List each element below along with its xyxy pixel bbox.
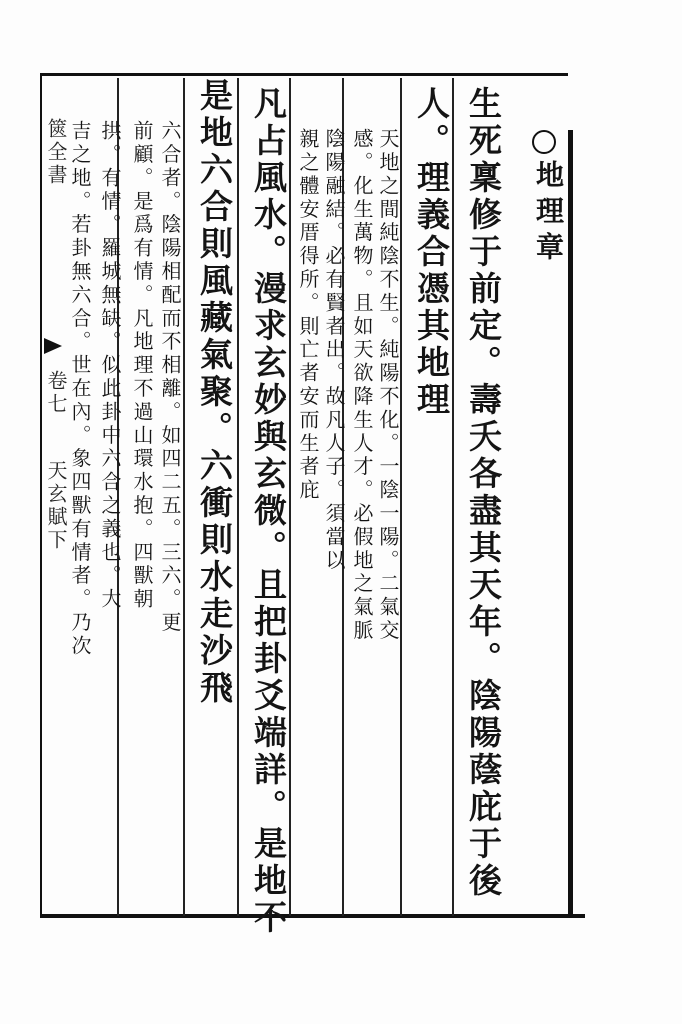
annotation-column-7: 拱。有情。羅城無缺。似此卦中六合之義也。大 [98, 120, 122, 612]
margin-fragment-chapter: 天玄賦下 [44, 460, 68, 552]
text-column-2: 人。理義合憑其地理 [412, 86, 451, 419]
annotation-column-6: 前顧。是爲有情。凡地理不過山環水抱。四獸朝 [130, 120, 154, 612]
margin-fragment-volume: 卷七 [44, 370, 68, 416]
annotation-column-1: 天地之間純陰不生。純陽不化。一陰一陽。二氣交 [376, 128, 400, 643]
fishtail-mark-icon [44, 338, 62, 354]
text-column-3: 凡占風水。漫求玄妙與玄微。且把卦爻端詳。是地不 [249, 86, 288, 937]
top-border [40, 73, 568, 76]
text-column-4: 是地六合則風藏氣聚。六衝則水走沙飛 [195, 78, 234, 707]
chapter-title: 地理章 [532, 160, 565, 268]
annotation-column-5: 六合者。陰陽相配而不相離。如四二五。三六。更 [158, 120, 182, 635]
annotation-column-8: 吉之地。若卦無六合。世在內。象四獸有情者。乃次 [68, 120, 92, 659]
annotation-column-4: 親之體安厝得所。則亡者安而生者庇 [296, 128, 320, 503]
margin-fragment-title: 篋全書 [44, 118, 68, 187]
bottom-border [40, 914, 585, 918]
circle-marker-icon [532, 130, 556, 154]
right-border [568, 130, 573, 916]
annotation-column-2: 感。化生萬物。且如天欲降生人才。必假地之氣脈 [350, 128, 374, 643]
text-column-1: 生死稟修于前定。壽夭各盡其天年。陰陽蔭庇于後 [464, 86, 503, 900]
annotation-column-3: 陰陽融結。必有賢者出。故凡人子。須當以 [322, 128, 346, 573]
